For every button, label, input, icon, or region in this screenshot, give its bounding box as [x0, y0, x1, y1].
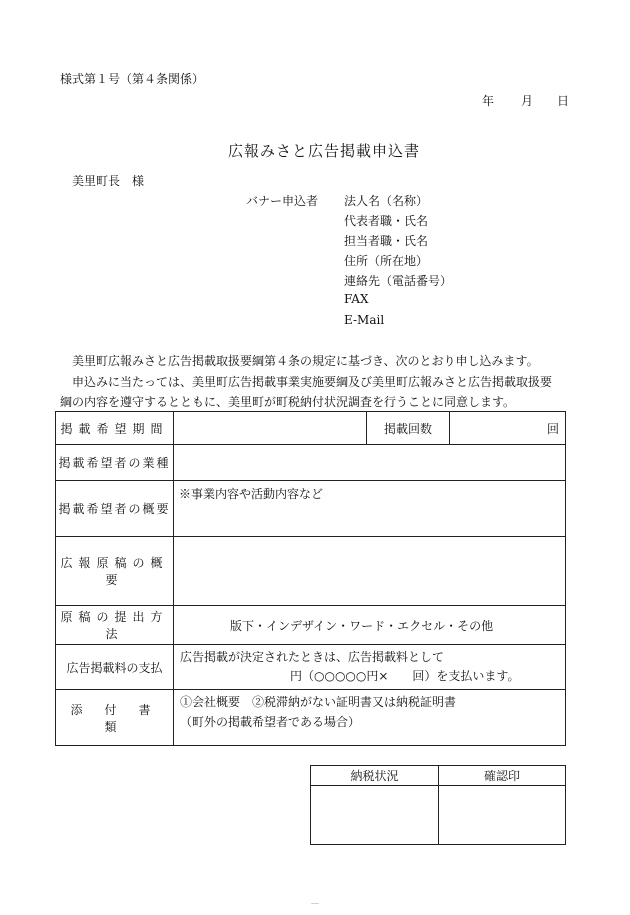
applicant-field: 連絡先（電話番号） [344, 274, 453, 288]
application-table [55, 411, 566, 746]
applicant-field: FAX [344, 292, 369, 306]
overview-label: 掲載希望者の概要 [56, 481, 174, 537]
count-unit: 回 [546, 421, 559, 436]
period-label: 掲載希望期間 [56, 412, 174, 445]
tax-status-field[interactable] [311, 786, 439, 845]
body-text-line: 綱の内容を遵守するとともに、美里町が町税納付状況調査を行うことに同意します。 [60, 395, 516, 409]
period-field[interactable] [174, 412, 367, 445]
body-text-line: 申込みに当たっては、美里町広告掲載事業実施要綱及び美里町広報みさと広告掲載取扱要 [72, 375, 553, 389]
industry-field[interactable] [174, 445, 566, 481]
stamp-box [310, 765, 566, 845]
manuscript-field[interactable] [174, 537, 566, 606]
attachment-line: ①会社概要 ②税滞納がない証明書又は納税証明書 [180, 695, 457, 709]
attachments-label: 添付書類 [56, 690, 174, 746]
form-number: 様式第１号（第４条関係） [60, 72, 205, 86]
manuscript-label: 広報原稿の概要 [56, 537, 174, 606]
addressee: 美里町長 様 [72, 174, 145, 188]
count-label: 掲載回数 [367, 412, 450, 445]
fee-label: 広告掲載料の支払 [56, 645, 174, 690]
count-field[interactable] [450, 412, 566, 445]
page-title: 広報みさと広告掲載申込書 [228, 142, 421, 160]
applicant-label: バナー申込者 [246, 194, 319, 208]
overview-note: ※事業内容や活動内容など [179, 487, 324, 501]
fee-line: 円（○○○○○円× 回）を支払います。 [290, 669, 520, 683]
fee-cell [174, 645, 566, 690]
body-text-line: 美里町広報みさと広告掲載取扱要綱第４条の規定に基づき、次のとおり申し込みます。 [72, 354, 539, 368]
applicant-field: 担当者職・氏名 [344, 234, 429, 248]
industry-label: 掲載希望者の業種 [56, 445, 174, 481]
date-month: 月 [521, 94, 534, 108]
applicant-field: 代表者職・氏名 [344, 214, 429, 228]
attachments-cell [174, 690, 566, 746]
date-year: 年 [482, 94, 495, 108]
confirm-seal-field[interactable] [439, 786, 566, 845]
applicant-field: 住所（所在地） [344, 254, 429, 268]
page-mark: － [310, 899, 320, 910]
submit-method-value: 版下・インデザイン・ワード・エクセル・その他 [174, 606, 566, 645]
date-day: 日 [557, 94, 570, 108]
submit-method-label: 原稿の提出方法 [56, 606, 174, 645]
applicant-field: E-Mail [344, 313, 385, 327]
tax-status-label: 納税状況 [311, 766, 439, 786]
applicant-field: 法人名（名称） [344, 194, 429, 208]
confirm-seal-label: 確認印 [439, 766, 566, 786]
fee-line: 広告掲載が決定されたときは、広告掲載料として [180, 650, 445, 664]
overview-field[interactable] [174, 481, 566, 537]
attachment-line: （町外の掲載希望者である場合） [180, 715, 361, 729]
